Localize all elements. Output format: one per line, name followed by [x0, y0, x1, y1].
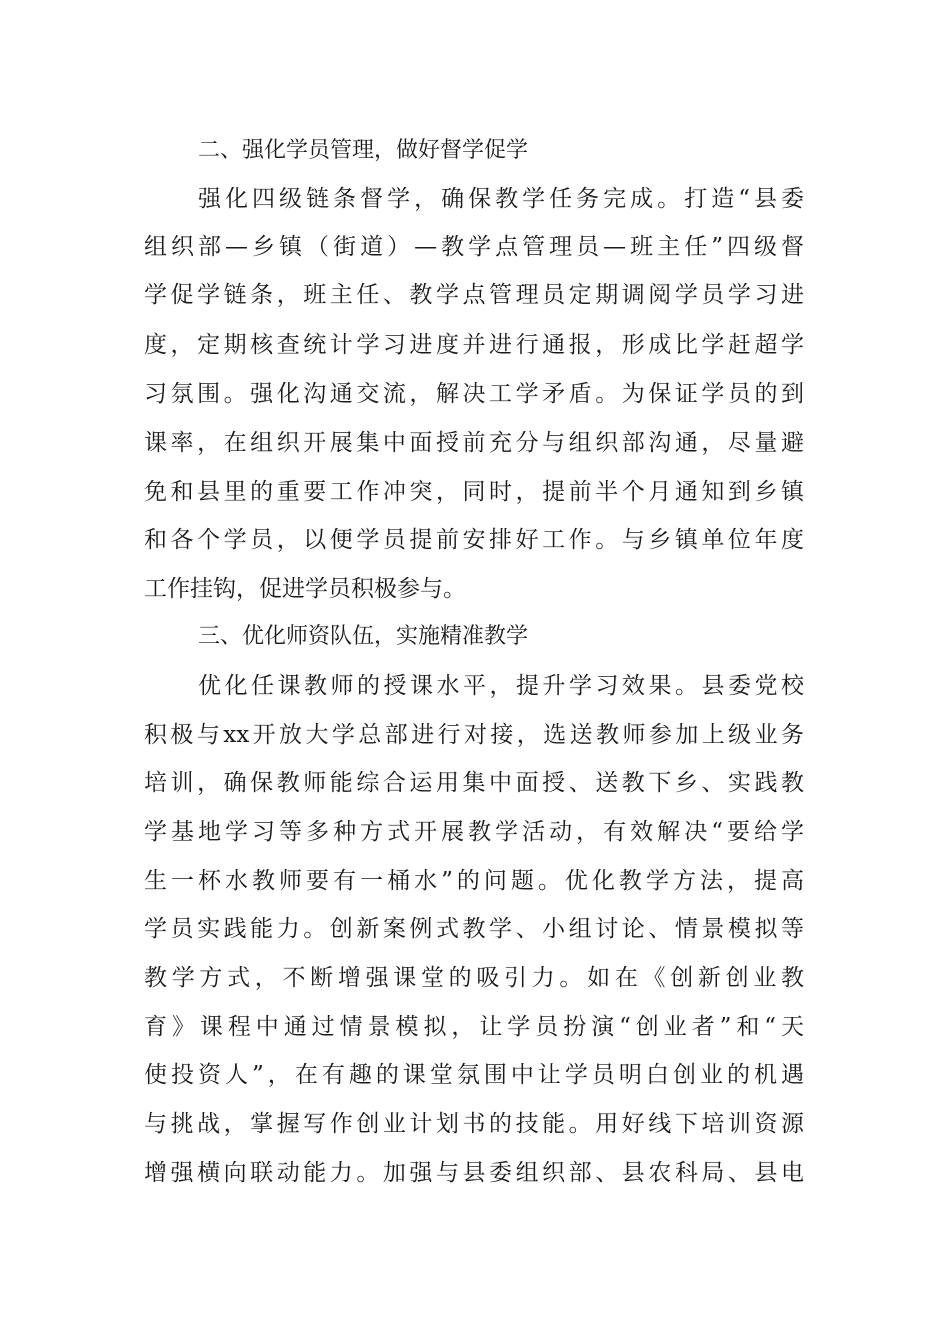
paragraph-line: 工作挂钩，促进学员积极参与。	[144, 576, 466, 602]
paragraph-line: 组织部—乡镇（街道）—教学点管理员—班主任”四级督	[144, 234, 804, 260]
paragraph-line: 使投资人”，在有趣的课堂氛围中让学员明白创业的机遇	[144, 1062, 804, 1088]
paragraph-line: 与挑战，掌握写作创业计划书的技能。用好线下培训资源	[144, 1111, 804, 1137]
paragraph-line: 学促学链条，班主任、教学点管理员定期调阅学员学习进	[144, 282, 804, 308]
paragraph-line: 育》课程中通过情景模拟，让学员扮演“创业者”和“天	[144, 1014, 804, 1040]
paragraph-line: 教学方式，不断增强课堂的吸引力。如在《创新创业教	[144, 965, 804, 991]
paragraph-line: 和各个学员，以便学员提前安排好工作。与乡镇单位年度	[144, 527, 804, 553]
paragraph-line: 强化四级链条督学，确保教学任务完成。打造“县委	[198, 186, 804, 212]
paragraph-line: 增强横向联动能力。加强与县委组织部、县农科局、县电	[144, 1160, 804, 1186]
paragraph-line: 生一杯水教师要有一桶水”的问题。优化教学方法，提高	[144, 868, 804, 894]
paragraph-line: 培训，确保教师能综合运用集中面授、送教下乡、实践教	[144, 770, 804, 796]
paragraph-line: 度，定期核查统计学习进度并进行通报，形成比学赶超学	[144, 332, 804, 358]
paragraph-line: 课率，在组织开展集中面授前充分与组织部沟通，尽量避	[144, 430, 804, 456]
section-heading-2: 二、强化学员管理，做好督学促学	[198, 138, 529, 163]
paragraph-line: 免和县里的重要工作冲突，同时，提前半个月通知到乡镇	[144, 479, 804, 505]
paragraph-line: 优化任课教师的授课水平，提升学习效果。县委党校	[198, 673, 804, 699]
paragraph-line: 积极与xx开放大学总部进行对接，选送教师参加上级业务	[144, 722, 804, 748]
section-heading-3: 三、优化师资队伍，实施精准教学	[198, 624, 529, 649]
paragraph-line: 习氛围。强化沟通交流，解决工学矛盾。为保证学员的到	[144, 381, 804, 407]
paragraph-line: 学员实践能力。创新案例式教学、小组讨论、情景模拟等	[144, 916, 804, 942]
paragraph-line: 学基地学习等多种方式开展教学活动，有效解决“要给学	[144, 819, 804, 845]
